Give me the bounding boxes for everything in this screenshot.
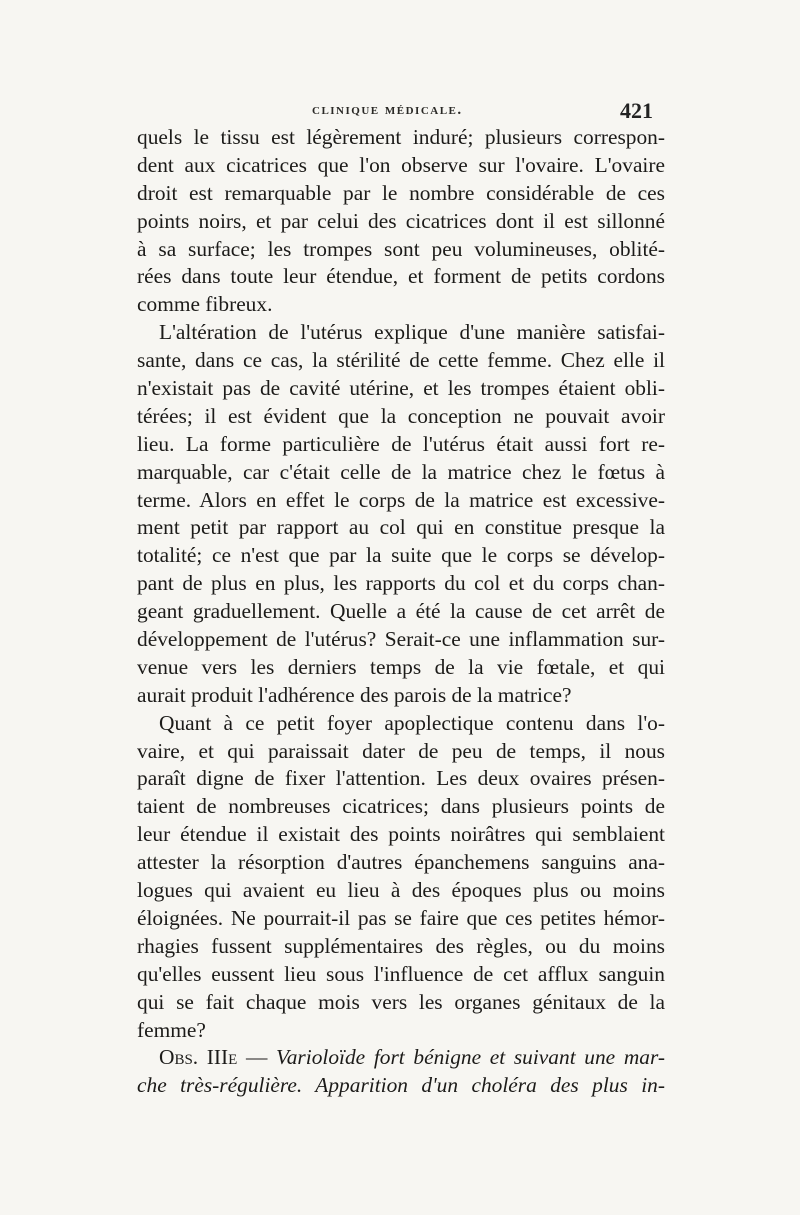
text-line: paraît digne de fixer l'attention. Les deux ovaires présen- xyxy=(137,766,665,791)
text-line: rées dans toute leur étendue, et forment de petits cordons xyxy=(137,264,665,289)
observation-label: Obs. IIIe xyxy=(159,1045,238,1070)
text-line: geant graduellement. Quelle a été la cause de cet arrêt de xyxy=(137,599,665,624)
text-line: marquable, car c'était celle de la matrice chez le fœtus à xyxy=(137,459,665,484)
paragraph-3 xyxy=(137,710,665,1045)
text-line: taient de nombreuses cicatrices; dans plusieurs points de xyxy=(137,794,665,819)
text-line: à sa surface; les trompes sont peu volumineuses, oblité- xyxy=(137,236,665,261)
text-line: totalité; ce n'est que par la suite que le corps se dévelop- xyxy=(137,543,665,568)
observation-dash: — xyxy=(237,1045,277,1070)
observation-line-1 xyxy=(137,1044,665,1072)
paragraph-2 xyxy=(137,319,665,709)
text-line: pant de plus en plus, les rapports du col et du corps chan- xyxy=(137,571,665,596)
running-title: clinique médicale. xyxy=(312,102,463,118)
observation-title-part-1: Varioloïde fort bénigne et suivant une mar- xyxy=(276,1045,665,1070)
text-line: points noirs, et par celui des cicatrices dont il est sillonné xyxy=(137,208,665,233)
text-line: Quant à ce petit foyer apoplectique contenu dans l'o- xyxy=(159,710,665,735)
text-line: leur étendue il existait des points noirâtres qui semblaient xyxy=(137,822,665,847)
text-line: femme? xyxy=(137,1017,206,1042)
text-line: terme. Alors en effet le corps de la matrice est excessive- xyxy=(137,487,665,512)
text-line: L'altération de l'utérus explique d'une manière satisfai- xyxy=(159,320,665,345)
text-line: vaire, et qui paraissait dater de peu de temps, il nous xyxy=(137,738,665,763)
text-line: n'existait pas de cavité utérine, et les trompes étaient obli- xyxy=(137,376,665,401)
text-line: sante, dans ce cas, la stérilité de cette femme. Chez elle il xyxy=(137,348,665,373)
text-line: éloignées. Ne pourrait-il pas se faire que ces petites hémor- xyxy=(137,905,665,930)
text-line: logues qui avaient eu lieu à des époques plus ou moins xyxy=(137,878,665,903)
text-line: comme fibreux. xyxy=(137,292,273,317)
text-line: quels le tissu est légèrement induré; plusieurs correspon- xyxy=(137,125,665,149)
text-line: venue vers les derniers temps de la vie fœtale, et qui xyxy=(137,654,665,679)
text-line: rhagies fussent supplémentaires des règles, ou du moins xyxy=(137,933,665,958)
paragraph-1 xyxy=(137,124,665,319)
text-line: térées; il est évident que la conception ne pouvait avoir xyxy=(137,403,665,428)
text-line: qui se fait chaque mois vers les organes génitaux de la xyxy=(137,989,665,1014)
text-line: développement de l'utérus? Serait-ce une inflammation sur- xyxy=(137,627,665,652)
text-line: dent aux cicatrices que l'on observe sur l'ovaire. L'ovaire xyxy=(137,152,665,177)
text-line: lieu. La forme particulière de l'utérus était aussi fort re- xyxy=(137,431,665,456)
observation-heading xyxy=(137,1044,665,1100)
text-line: qu'elles eussent lieu sous l'influence de cet afflux sanguin xyxy=(137,961,665,986)
text-line: attester la résorption d'autres épanchemens sanguins ana- xyxy=(137,850,665,875)
text-line: ment petit par rapport au col qui en constitue presque la xyxy=(137,515,665,540)
page-number: 421 xyxy=(620,98,653,123)
text-line: aurait produit l'adhérence des parois de la matrice? xyxy=(137,682,572,707)
running-head xyxy=(0,100,800,126)
body-text xyxy=(137,124,665,1100)
text-line: droit est remarquable par le nombre considérable de ces xyxy=(137,180,665,205)
observation-title-part-2: che très-régulière. Apparition d'un choléra des plus in- xyxy=(137,1073,665,1098)
